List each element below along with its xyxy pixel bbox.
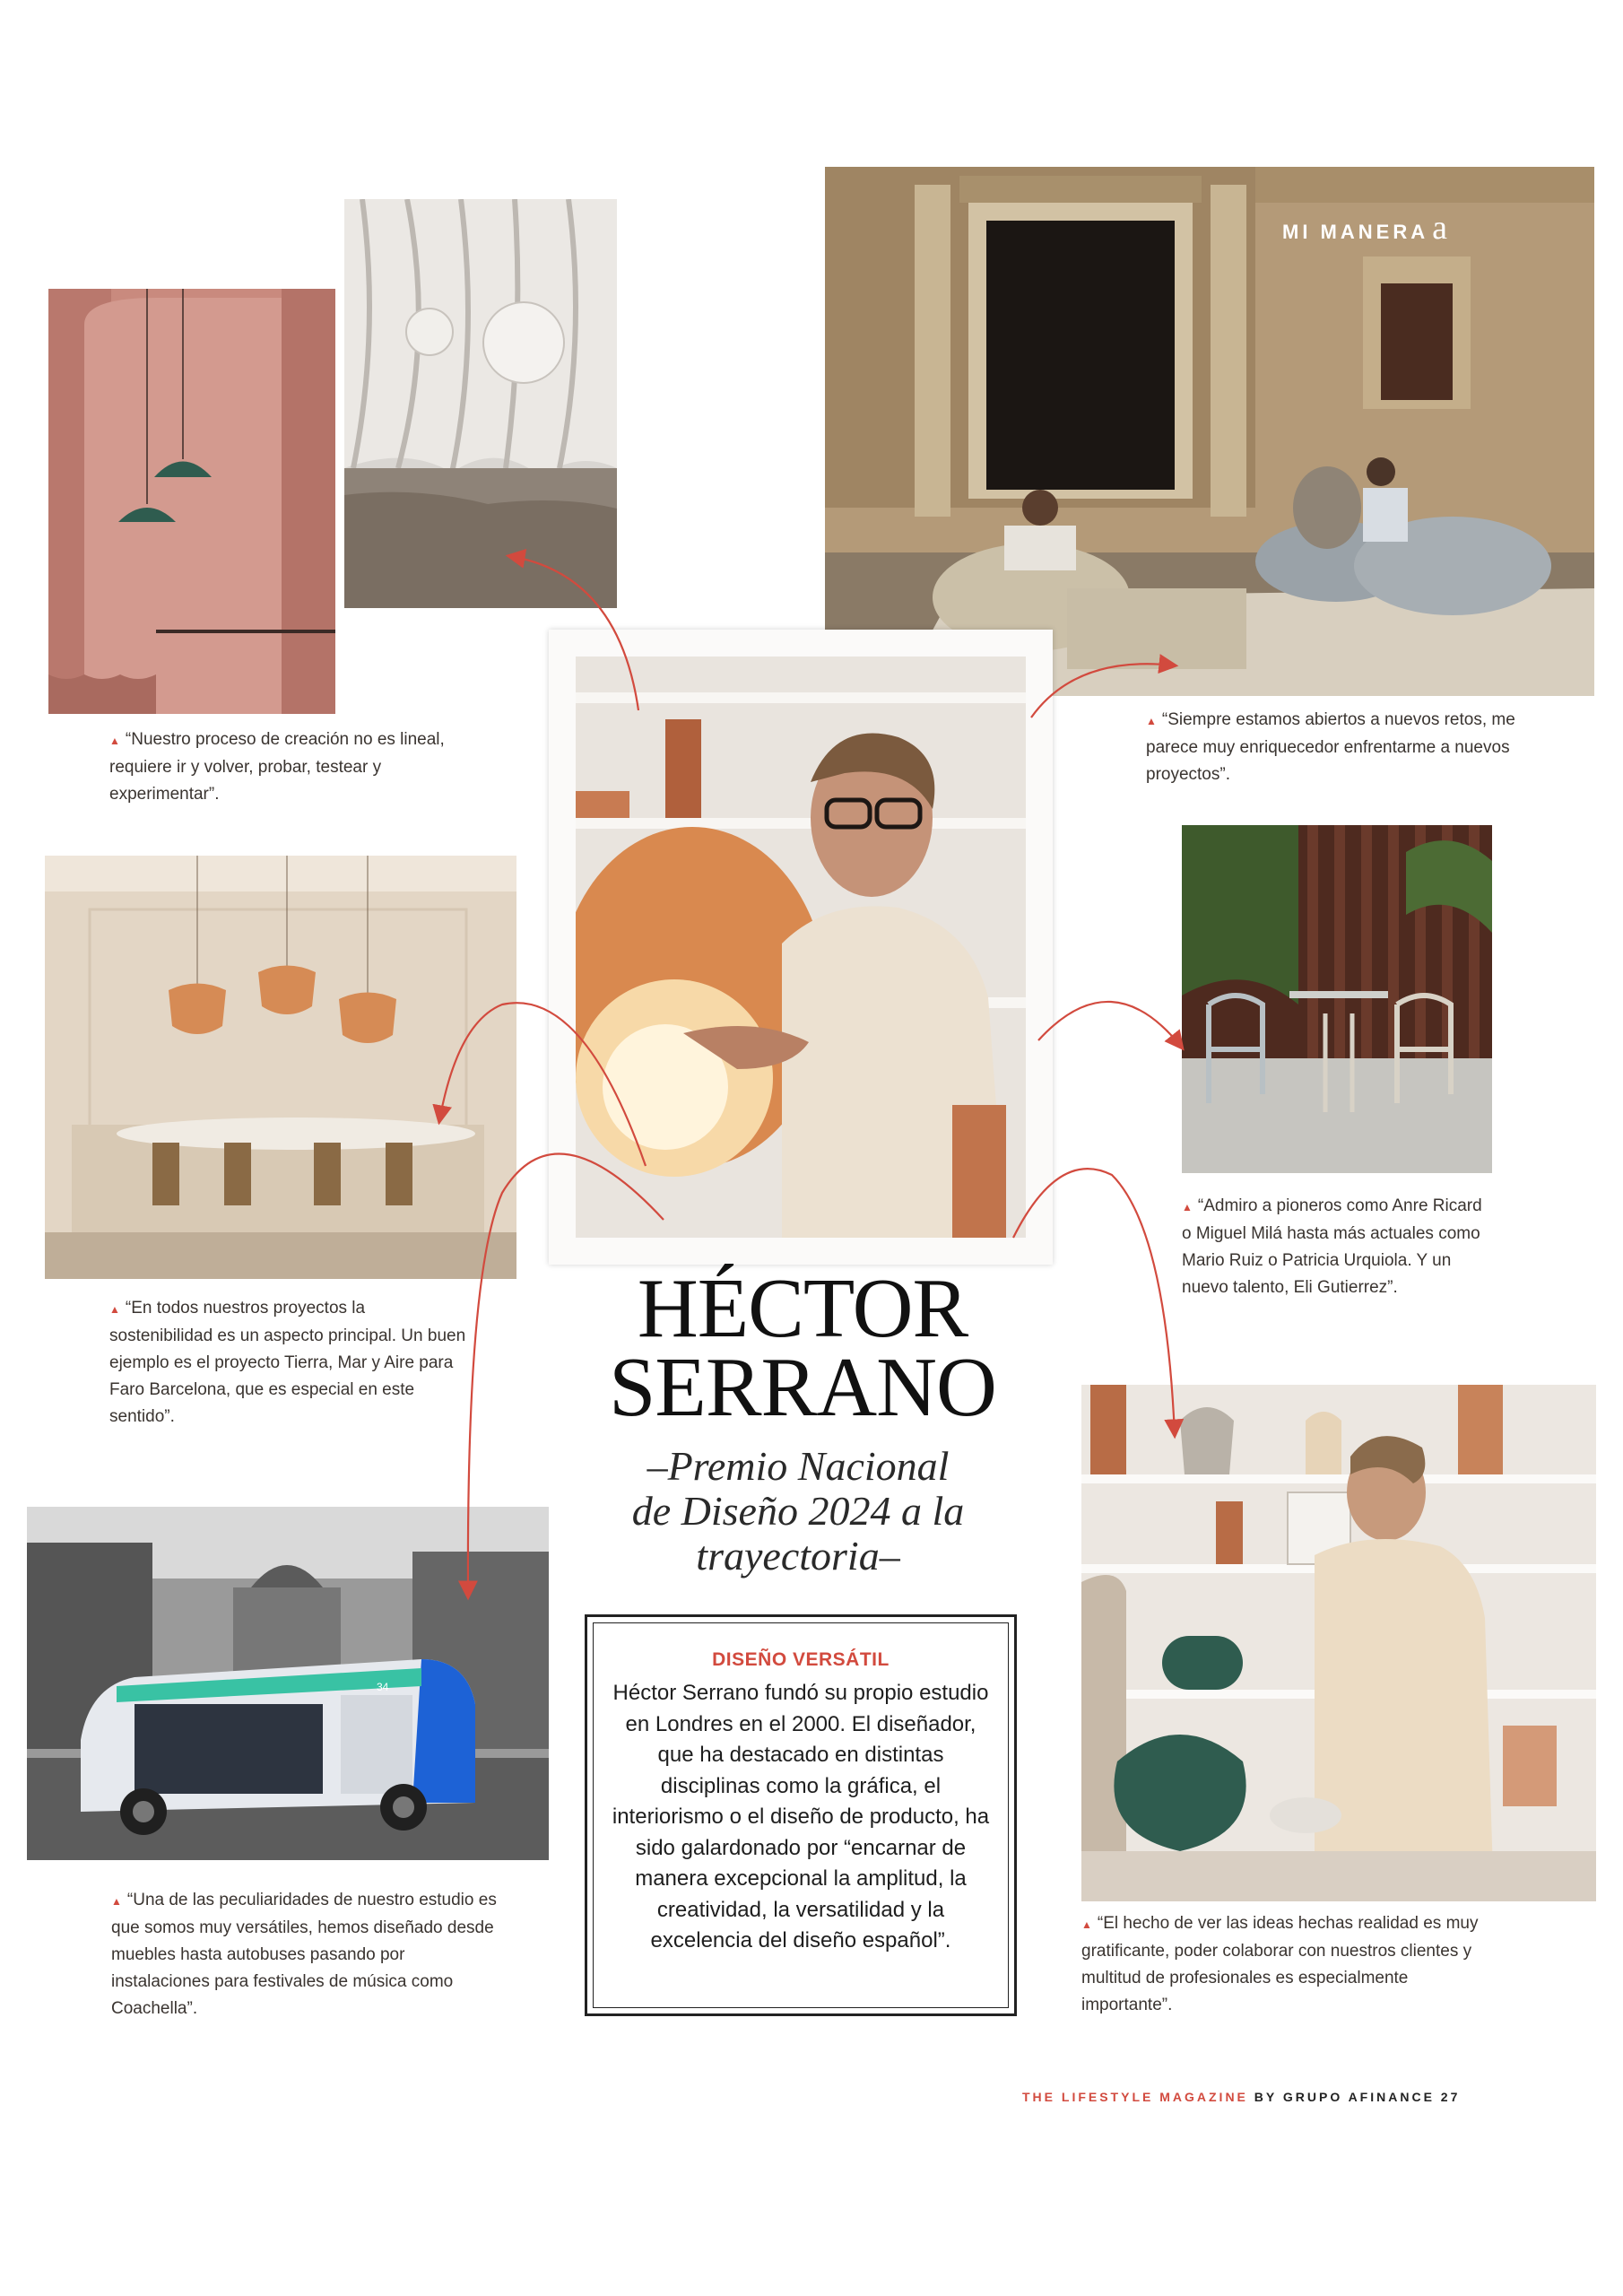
photo-courtyard-beanbags <box>825 167 1594 696</box>
page-title <box>592 1262 1013 1434</box>
caption-bullet-icon: ▲ <box>1182 1201 1193 1213</box>
photo-fabric-installation <box>344 199 617 608</box>
photo-studio-shelves <box>1081 1385 1596 1901</box>
page-subtitle <box>610 1444 986 1578</box>
title-line1: HÉCTOR <box>637 1262 968 1355</box>
caption-bullet-icon: ▲ <box>111 1895 122 1908</box>
title-line2: SERRANO <box>609 1341 996 1434</box>
arrow-to-terrace-photo <box>1038 1002 1182 1048</box>
sidebar-heading: DISEÑO VERSÁTIL <box>712 1649 890 1670</box>
photo-hector-serrano-lamp <box>576 657 1026 1238</box>
page-footer <box>1022 2090 1460 2104</box>
caption-bus-text: “Una de las peculiaridades de nuestro estudio es que somos muy versátiles, hemos diseñado desde muebles hasta autobuses pasando por instalaciones para festivales de música como Coachella”. <box>111 1891 497 2018</box>
photo-electric-bus <box>27 1507 549 1860</box>
caption-studio <box>1081 1910 1494 2019</box>
caption-bullet-icon: ▲ <box>1081 1918 1092 1931</box>
caption-dining-text: “En todos nuestros proyectos la sostenibilidad es un aspecto principal. Un buen ejemplo es el proyecto Tierra, Mar y Aire para Faro Barcelona, que es especial en este sentido”. <box>109 1299 466 1426</box>
photo-terrace-chairs <box>1182 825 1492 1173</box>
subtitle-line1: –Premio Nacional <box>647 1443 950 1489</box>
section-masthead <box>1282 208 1447 248</box>
caption-courtyard-text: “Siempre estamos abiertos a nuevos retos, me parece muy enriquecedor enfrentarme a nuevos proyectos”. <box>1146 710 1515 784</box>
masthead-label: MI MANERA <box>1282 221 1429 243</box>
caption-bullet-icon: ▲ <box>109 735 120 747</box>
subtitle-line2: de Diseño 2024 a la <box>631 1488 965 1534</box>
caption-terrace <box>1182 1193 1487 1301</box>
caption-dining <box>109 1295 468 1431</box>
subtitle-line3: trayectoria– <box>696 1533 900 1578</box>
caption-bullet-icon: ▲ <box>1146 715 1157 727</box>
caption-terrace-text: “Admiro a pioneros como Anre Ricard o Miguel Milá hasta más actuales como Mario Ruiz o Patricia Urquiola. Y un nuevo talento, Eli Gutierrez”. <box>1182 1196 1482 1297</box>
footer-magazine: THE LIFESTYLE MAGAZINE <box>1022 2090 1248 2104</box>
caption-pendants <box>109 726 450 808</box>
sidebar-box <box>585 1614 1017 2016</box>
photo-portrait-frame <box>549 630 1053 1265</box>
footer-publisher: BY GRUPO AFINANCE <box>1254 2090 1435 2104</box>
masthead-mark: a <box>1432 209 1447 247</box>
footer-page-number: 27 <box>1440 2090 1461 2104</box>
caption-courtyard <box>1146 707 1523 788</box>
photo-dining-orange-pendants <box>45 856 516 1279</box>
bus-route-number: 34 <box>377 1681 389 1693</box>
caption-pendants-text: “Nuestro proceso de creación no es lineal, requiere ir y volver, probar, testear y experimentar”. <box>109 730 445 804</box>
caption-studio-text: “El hecho de ver las ideas hechas realidad es muy gratificante, poder colaborar con nuestros clientes y multitud de profesionales es especialmente importante”. <box>1081 1914 1479 2014</box>
caption-bullet-icon: ▲ <box>109 1303 120 1316</box>
sidebar-text: Héctor Serrano fundó su propio estudio en Londres en el 2000. El diseñador, que ha destacado en distintas disciplinas como la gráfica, el interiorismo o el diseño de producto, ha sido galardonado por “encarnar de manera excepcional la amplitud, la creatividad, la versatilidad y la excelencia del diseño español”. <box>612 1681 990 1952</box>
photo-pendants-pink-wall <box>48 289 335 714</box>
caption-bus <box>111 1887 506 2022</box>
